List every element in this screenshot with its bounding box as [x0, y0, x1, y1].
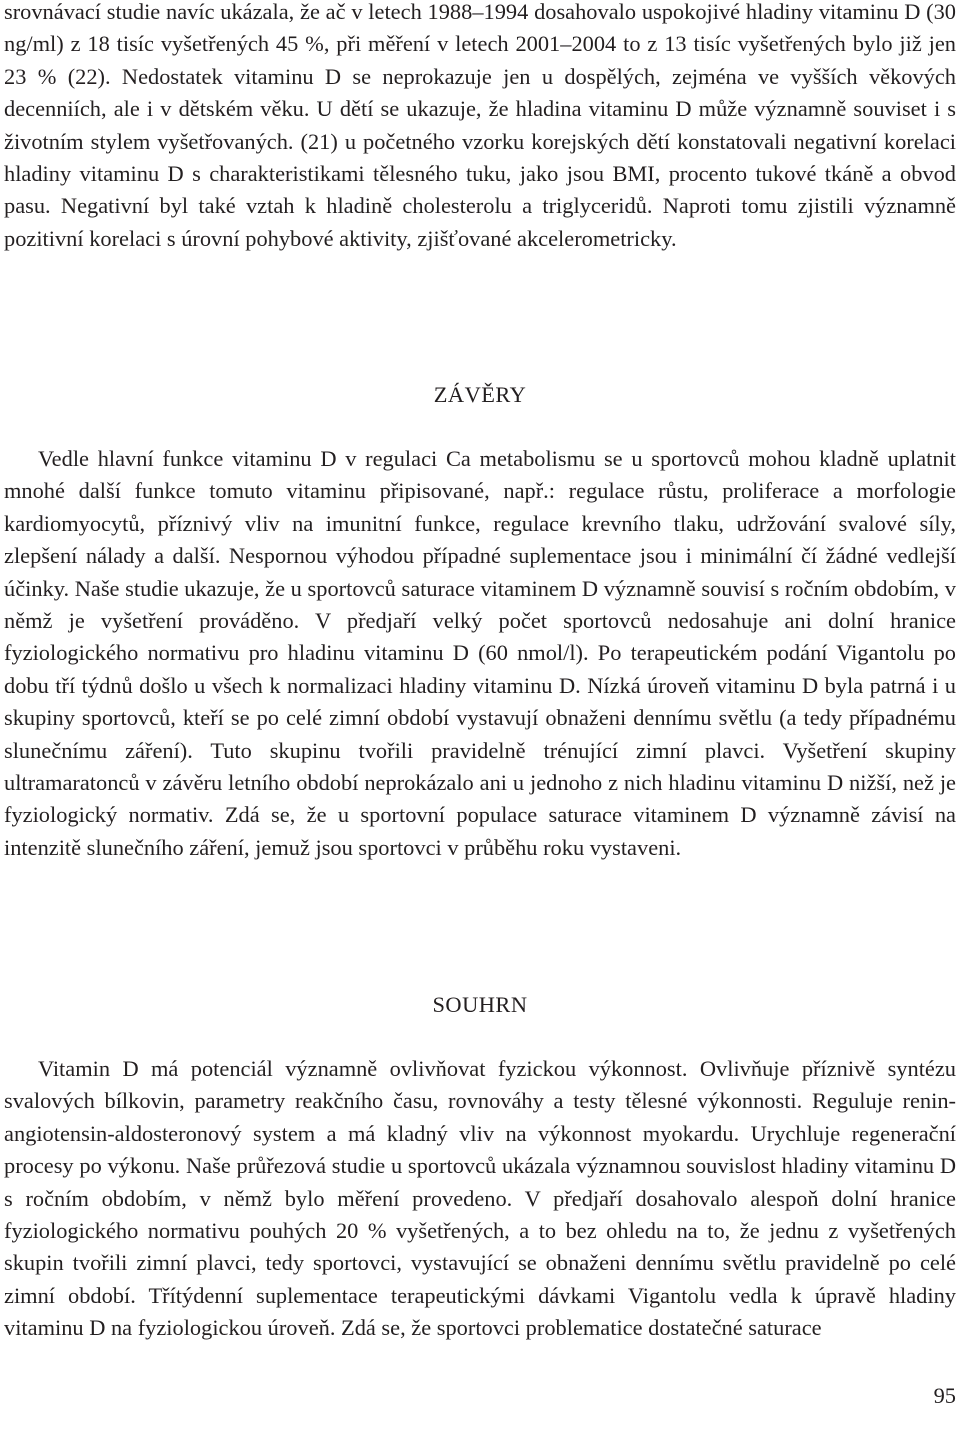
- section-heading-zavery: ZÁVĚRY: [433, 382, 527, 407]
- souhrn-paragraph: Vitamin D má potenciál významně ovlivňovat fyzickou výkonnost. Ovlivňuje příznivě syntézu svalových bílkovin, parametry reakčního času, rovnováhy a testy tělesné výkonnosti. Reguluje renin-angiotensin-aldosteronový system a má kladný vliv na výkonnost myokardu. Urychluje regenerační procesy po výkonu. Naše průřezová studie u sportovců ukázala významnou souvislost hladiny vitaminu D s ročním obdobím, v němž bylo měření provedeno. V předjaří dosahovalo alespoň dolní hranice fyziologického normativu pouhých 20 % vyšetřených, a to bez ohledu na to, že jednu z vyšetřených skupin tvořili zimní plavci, tedy sportovci, vystavující se obnaženi dennímu světlu pravidelně po celé zimní období. Třítýdenní suplementace terapeutickými dávkami Vigantolu vedla k úpravě hladiny vitaminu D na fyziologickou úroveň. Zdá se, že sportovci problematice dostatečné saturace: [4, 1056, 956, 1341]
- intro-paragraph: srovnávací studie navíc ukázala, že ač v letech 1988–1994 dosahovalo uspokojivé hladiny vitaminu D (30 ng/ml) z 18 tisíc vyšetřených 45 %, při měření v letech 2001–2004 to z 13 tisíc vyšetřených bylo již jen 23 % (22). Nedostatek vitaminu D se neprokazuje jen u dospělých, zejména ve vyšších věkových decenniích, ale i v dětském věku. U dětí se ukazuje, že hladina vitaminu D může významně souviset i s životním stylem vyšetřovaných. (21) u početného vzorku korejských dětí konstatovali negativní korelaci hladiny vitaminu D s charakteristikami tělesného tuku, jako jsou BMI, procento tukové tkáně a obvod pasu. Negativní byl také vztah k hladině cholesterolu a triglyceridů. Naproti tomu zjistili významně pozitivní korelaci s úrovní pohybové aktivity, zjišťované akcelerometricky.: [4, 0, 956, 251]
- section-heading-souhrn: SOUHRN: [432, 992, 528, 1017]
- zavery-paragraph: Vedle hlavní funkce vitaminu D v regulaci Ca metabolismu se u sportovců mohou kladně uplatnit mnohé další funkce tomuto vitaminu připisované, např.: regulace růstu, proliferace a morfologie kardiomyocytů, příznivý vliv na imunitní funkce, regulace krevního tlaku, udržování svalové síly, zlepšení nálady a další. Nespornou výhodou případné suplementace jsou i minimální čí žádné vedlejší účinky. Naše studie ukazuje, že u sportovců saturace vitaminem D významně souvisí s ročním obdobím, v němž je vyšetření prováděno. V předjaří velký počet sportovců nedosahuje ani dolní hranice fyziologického normativu pro hladinu vitaminu D (60 nmol/l). Po terapeutickém podání Vigantolu po dobu tří týdnů došlo u všech k normalizaci hladiny vitaminu D. Nízká úroveň vitaminu D byla patrná i u skupiny sportovců, kteří se po celé zimní období vystavují obnaženi dennímu světlu (a tedy případnému slunečnímu záření). Tuto skupinu tvořili pravidelně trénující zimní plavci. Vyšetření skupiny ultramaratonců v závěru letního období neprokázalo ani u jednoho z nich hladinu vitaminu D nižší, než je fyziologický normativ. Zdá se, že u sportovní populace saturace vitaminem D významně závisí na intenzitě slunečního záření, jemuž jsou sportovci v průběhu roku vystaveni.: [4, 446, 956, 860]
- page-number: 95: [933, 1383, 956, 1408]
